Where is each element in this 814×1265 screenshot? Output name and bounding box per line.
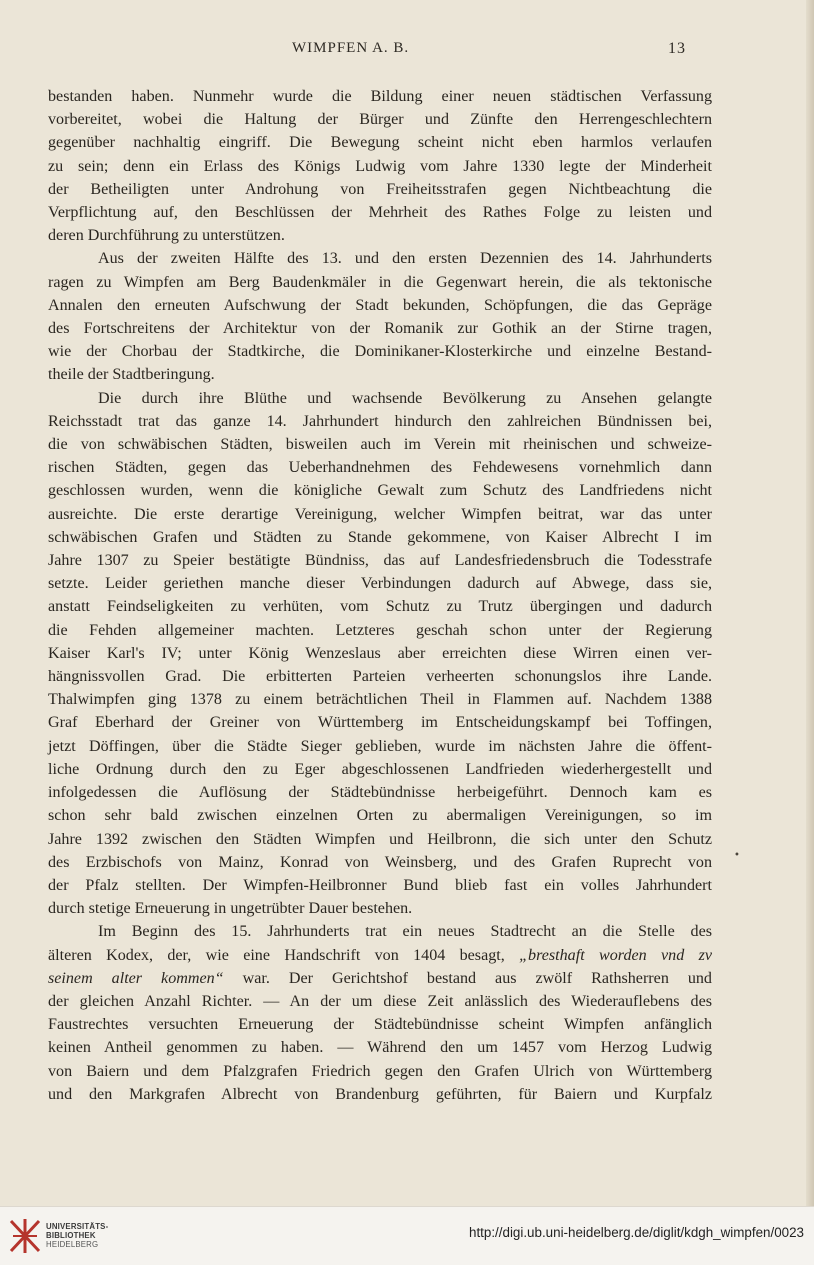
text-line: jetzt Döffingen, über die Städte Sieger geblieben, wurde im nächsten Jahre die öffent- <box>48 737 712 755</box>
text-line: der Pfalz stellten. Der Wimpfen-Heilbronner Bund blieb fast ein volles Jahrhundert <box>48 876 712 894</box>
viewer-footer <box>0 1206 814 1265</box>
running-title: WIMPFEN A. B. <box>292 40 410 56</box>
text-line: durch stetige Erneuerung in ungetrübter Dauer bestehen. <box>48 900 413 918</box>
text-line: ragen zu Wimpfen am Berg Baudenkmäler in die Gegenwart herein, die als tektonische <box>48 273 712 291</box>
permalink-url[interactable]: http://digi.ub.uni-heidelberg.de/diglit/kdgh_wimpfen/0023 <box>469 1225 804 1240</box>
text-line: der Betheiligten unter Androhung von Freiheitsstrafen gegen Nichtbeachtung die <box>48 180 712 198</box>
text-line: schon sehr bald zwischen einzelnen Orten zu abermaligen Vereinigungen, so im <box>48 807 712 825</box>
library-name-line-1: UNIVERSITÄTS- <box>46 1222 109 1231</box>
text-line: geschlossen wurden, wenn die königliche Gewalt zum Schutz des Landfriedens nicht <box>48 482 712 500</box>
quotation-part-1: „bresthaft worden vnd zv <box>519 946 712 964</box>
library-name-line-2: BIBLIOTHEK <box>46 1231 96 1240</box>
text-line: vorbereitet, wobei die Haltung der Bürger und Zünfte den Herrengeschlechtern <box>48 111 712 129</box>
text-line: Die durch ihre Blüthe und wachsende Bevölkerung zu Ansehen gelangte <box>98 389 712 407</box>
text-line: des Erzbischofs von Mainz, Konrad von Weinsberg, und des Grafen Ruprecht von <box>48 853 712 871</box>
text-line: Jahre 1392 zwischen den Städten Wimpfen und Heilbronn, die sich unter den Schutz <box>48 830 712 848</box>
text-line: Annalen den erneuten Aufschwung der Stadt bekunden, Schöpfungen, die das Gepräge <box>48 296 712 314</box>
text-line: theile der Stadtberingung. <box>48 366 215 384</box>
text-line: die Fehden allgemeiner machten. Letzteres geschah schon unter der Regierung <box>48 621 712 639</box>
text-line: wie der Chorbau der Stadtkirche, die Dominikaner-Klosterkirche und einzelne Bestand- <box>48 343 712 361</box>
text-segment: war. Der Gerichtshof bestand aus zwölf Rathsherren und <box>242 969 712 987</box>
text-line: Kaiser Karl's IV; unter König Wenzeslaus aber erreichten diese Wirren einen ver- <box>48 644 712 662</box>
text-line: infolgedessen die Auflösung der Städtebündnisse herbeigeführt. Dennoch kam es <box>48 784 712 802</box>
text-line: setzte. Leider geriethen manche dieser Verbindungen dadurch auf Abwege, dass sie, <box>48 575 712 593</box>
text-line: Verpflichtung auf, den Beschlüssen der Mehrheit des Rathes Folge zu leisten und <box>48 204 712 222</box>
text-line: rischen Städten, gegen das Ueberhandnehmen des Fehdewesens vornehmlich dann <box>48 459 712 477</box>
text-segment: älteren Kodex, der, wie eine Handschrift von 1404 besagt, <box>48 946 520 964</box>
text-line: Reichsstadt trat das ganze 14. Jahrhundert hindurch den zahlreichen Bündnissen bei, <box>48 412 712 430</box>
text-line: deren Durchführung zu unterstützen. <box>48 227 285 245</box>
text-line <box>48 967 712 990</box>
text-line: zu sein; denn ein Erlass des Königs Ludwig vom Jahre 1330 legte der Minderheit <box>48 157 712 175</box>
margin-mark: • <box>734 850 740 861</box>
page-number: 13 <box>668 40 686 57</box>
text-line: anstatt Feindseligkeiten zu verhüten, vom Schutz zu Trutz übergingen und dadurch <box>48 598 712 616</box>
text-line: schwäbischen Grafen und Städten zu Stande gekommene, von Kaiser Albrecht I im <box>48 528 712 546</box>
text-line: Thalwimpfen ging 1378 zu einem beträchtlichen Theil in Flammen auf. Nachdem 1388 <box>48 691 712 709</box>
text-line: bestanden haben. Nunmehr wurde die Bildung einer neuen städtischen Verfassung <box>48 88 712 105</box>
quotation-part-2: seinem alter kommen“ <box>48 969 224 987</box>
text-line: der gleichen Anzahl Richter. — An der um diese Zeit anlässlich des Wiederauflebens des <box>48 992 712 1010</box>
text-line: Im Beginn des 15. Jahrhunderts trat ein neues Stadtrecht an die Stelle des <box>98 923 712 941</box>
text-line: Aus der zweiten Hälfte des 13. und den ersten Dezennien des 14. Jahrhunderts <box>98 250 712 268</box>
text-line: und den Markgrafen Albrecht von Brandenburg geführten, für Baiern und Kurpfalz <box>48 1085 712 1103</box>
library-logo-icon[interactable] <box>8 1217 42 1255</box>
body-text <box>48 85 712 1106</box>
page-edge <box>806 0 814 1206</box>
text-line: Graf Eberhard der Greiner von Württemberg im Entscheidungskampf bei Toffingen, <box>48 714 712 732</box>
library-name[interactable] <box>46 1222 108 1249</box>
text-line: liche Ordnung durch den zu Eger abgeschlossenen Landfrieden wiederhergestellt und <box>48 760 712 778</box>
text-line: gegenüber nachhaltig eingriff. Die Bewegung scheint nicht eben harmlos verlaufen <box>48 134 712 152</box>
running-head <box>0 40 814 64</box>
text-line: ausreichte. Die erste derartige Vereinigung, welcher Wimpfen beitrat, war das unter <box>48 505 712 523</box>
text-line: hängnissvollen Grad. Die erbitterten Parteien verheerten schonungslos ihre Lande. <box>48 668 712 686</box>
text-line: des Fortschreitens der Architektur von der Romanik zur Gothik an der Stirne tragen, <box>48 320 712 338</box>
text-line: Faustrechtes versuchten Erneuerung der Städtebündnisse scheint Wimpfen anfänglich <box>48 1016 712 1034</box>
text-line <box>48 944 712 967</box>
text-line: die von schwäbischen Städten, bisweilen auch im Verein mit rheinischen und schweize- <box>48 436 712 454</box>
text-line: keinen Antheil genommen zu haben. — Während den um 1457 vom Herzog Ludwig <box>48 1039 712 1057</box>
text-line: Jahre 1307 zu Speier bestätigte Bündniss, das auf Landesfriedensbruch die Todesstrafe <box>48 552 712 570</box>
library-name-line-3: HEIDELBERG <box>46 1240 99 1249</box>
text-line: von Baiern und dem Pfalzgrafen Friedrich gegen den Grafen Ulrich von Württemberg <box>48 1062 712 1080</box>
